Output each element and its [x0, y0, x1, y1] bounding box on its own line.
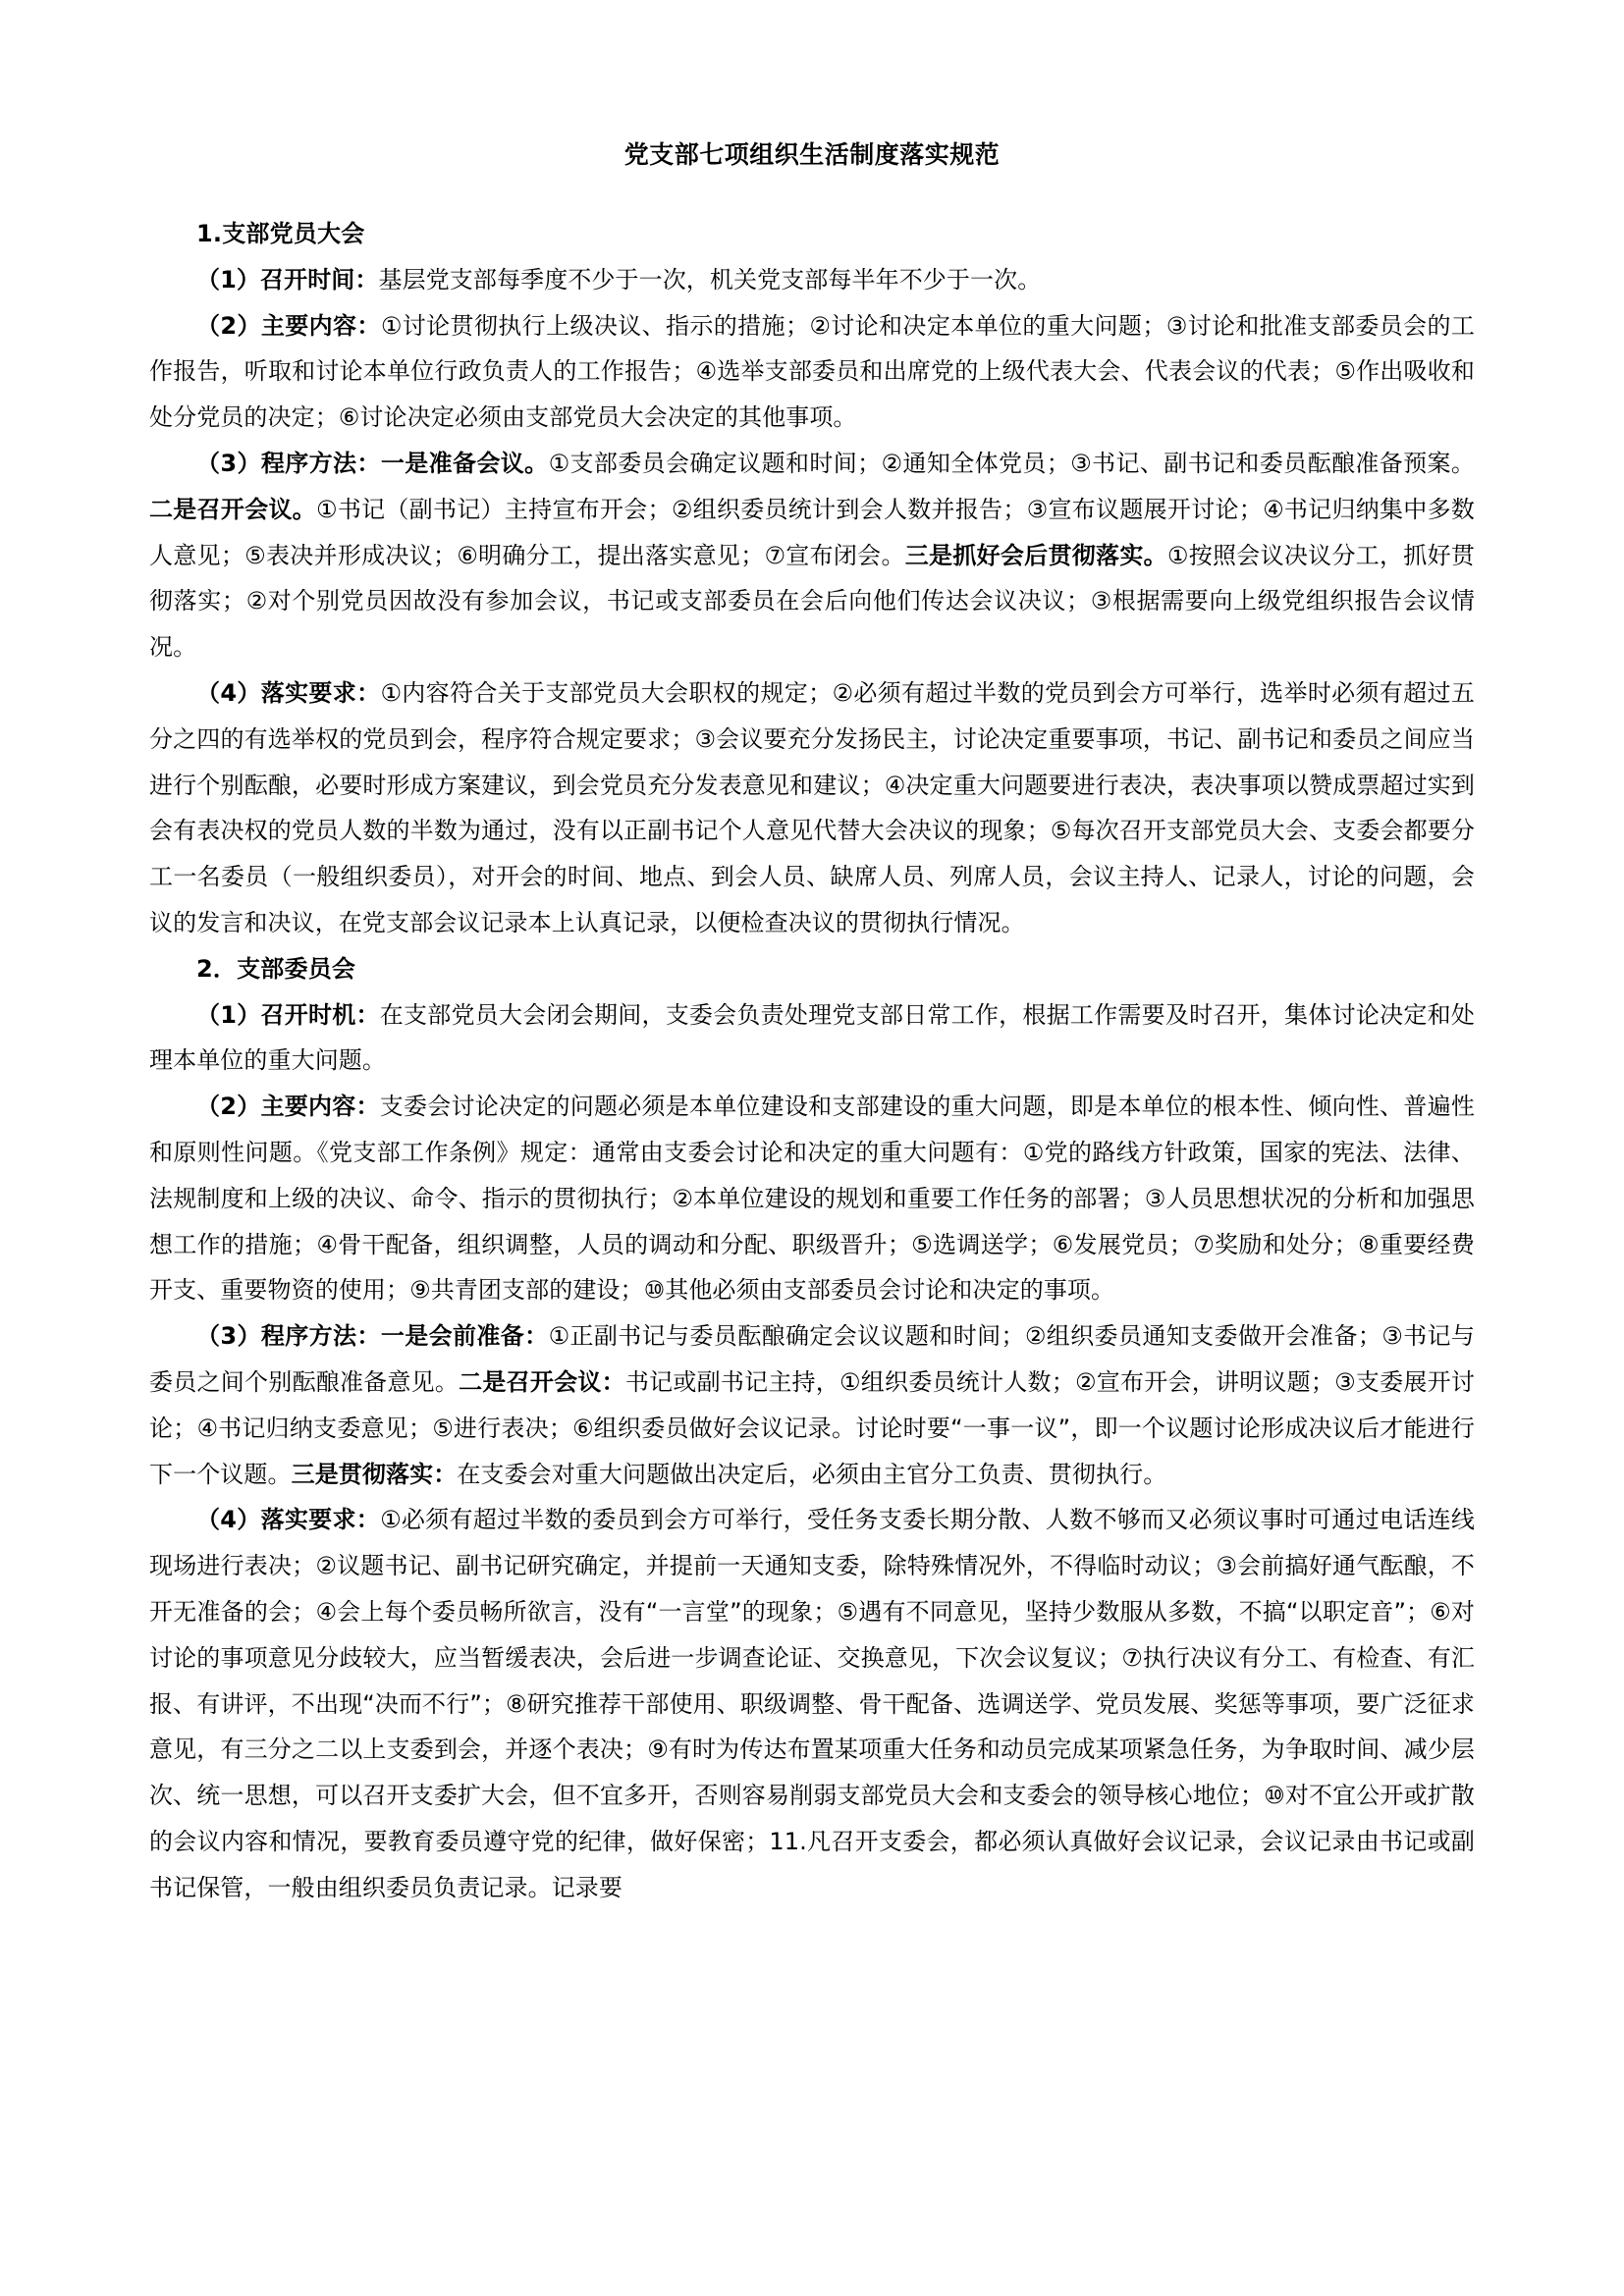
body-paragraph	[149, 670, 1475, 946]
body-paragraph	[149, 441, 1475, 670]
body-paragraph	[149, 303, 1475, 441]
body-paragraph	[149, 1313, 1475, 1497]
paragraph-subheading: 一是准备会议。	[380, 449, 549, 477]
paragraph-text: ①正副书记与委员酝酿确定会议议题和时间；②组织委员通知支委做开会准备；③书记与委员之间个别酝酿准备意见。	[149, 1322, 1476, 1396]
body-paragraph	[149, 1497, 1475, 1910]
paragraph-text: 基层党支部每季度不少于一次，机关党支部每半年不少于一次。	[378, 265, 1042, 294]
paragraph-text: ①按照会议决议分工，抓好贯彻落实；②对个别党员因故没有参加会议，书记或支部委员在会后向他们传达会议决议；③根据需要向上级党组织报告会议情况。	[149, 541, 1475, 662]
section-heading: 1.支部党员大会	[196, 220, 365, 247]
paragraph-text: 在支部党员大会闭会期间，支委会负责处理党支部日常工作，根据工作需要及时召开，集体讨论决定和处理本单位的重大问题。	[149, 1000, 1475, 1075]
paragraph-text: ①书记（副书记）主持宣布开会；②组织委员统计到会人数并报告；③宣布议题展开讨论；④书记归纳集中多数人意见；⑤表决并形成决议；⑥明确分工，提出落实意见；⑦宣布闭会。	[149, 495, 1475, 569]
body-paragraph	[149, 1084, 1475, 1313]
paragraph-subheading: 一是会前准备：	[380, 1322, 549, 1351]
paragraph-text: 书记或副书记主持，①组织委员统计人数；②宣布开会，讲明议题；③支委展开讨论；④书记归纳支委意见；⑤进行表决；⑥组织委员做好会议记录。讨论时要“一事一议”，即一个议题讨论形成决议后才能进行下一个议题。	[149, 1367, 1475, 1488]
paragraph-subheading: 三是抓好会后贯彻落实。	[904, 541, 1167, 569]
paragraph-text: ①支部委员会确定议题和时间；②通知全体党员；③书记、副书记和委员酝酿准备预案。	[548, 449, 1476, 477]
paragraph-subheading: 三是贯彻落实：	[291, 1460, 458, 1488]
paragraph-text: 在支委会对重大问题做出决定后，必须由主官分工负责、贯彻执行。	[457, 1460, 1167, 1488]
paragraph-lead-label: （3）程序方法：	[196, 1322, 381, 1351]
paragraph-lead-label: （4）落实要求：	[196, 1506, 381, 1534]
paragraph-lead-label: （4）落实要求：	[196, 678, 381, 707]
paragraph-text: ①讨论贯彻执行上级决议、指示的措施；②讨论和决定本单位的重大问题；③讨论和批准支部委员会的工作报告，听取和讨论本单位行政负责人的工作报告；④选举支部委员和出席党的上级代表大会、代表会议的代表；⑤作出吸收和处分党员的决定；⑥讨论决定必须由支部党员大会决定的其他事项。	[149, 311, 1475, 432]
paragraph-text: ①内容符合关于支部党员大会职权的规定；②必须有超过半数的党员到会方可举行，选举时必须有超过五分之四的有选举权的党员到会，程序符合规定要求；③会议要充分发扬民主，讨论决定重要事项，书记、副书记和委员之间应当进行个别酝酿，必要时形成方案建议，到会党员充分发表意见和建议；④决定重大问题要进行表决，表决事项以赞成票超过实到会有表决权的党员人数的半数为通过，没有以正副书记个人意见代替大会决议的现象；⑤每次召开支部党员大会、支委会都要分工一名委员（一般组织委员），对开会的时间、地点、到会人员、缺席人员、列席人员，会议主持人、记录人，讨论的问题，会议的发言和决议，在党支部会议记录本上认真记录，以便检查决议的贯彻执行情况。	[149, 678, 1475, 936]
paragraph-text: 支委会讨论决定的问题必须是本单位建设和支部建设的重大问题，即是本单位的根本性、倾向性、普遍性和原则性问题。《党支部工作条例》规定：通常由支委会讨论和决定的重大问题有：①党的路线方针政策，国家的宪法、法律、法规制度和上级的决议、命令、指示的贯彻执行；②本单位建设的规划和重要工作任务的部署；③人员思想状况的分析和加强思想工作的措施；④骨干配备，组织调整，人员的调动和分配、职级晋升；⑤选调送学；⑥发展党员；⑦奖励和处分；⑧重要经费开支、重要物资的使用；⑨共青团支部的建设；⑩其他必须由支部委员会讨论和决定的事项。	[149, 1093, 1475, 1305]
body-paragraph	[149, 257, 1475, 303]
page-title: 党支部七项组织生活制度落实规范	[623, 140, 1001, 169]
section-heading: 2．支部委员会	[196, 954, 356, 983]
paragraph-subheading: 二是召开会议：	[459, 1367, 625, 1396]
paragraph-text: ①必须有超过半数的委员到会方可举行，受任务支委长期分散、人数不够而又必须议事时可通过电话连线现场进行表决；②议题书记、副书记研究确定，并提前一天通知支委，除特殊情况外，不得临时动议；③会前搞好通气酝酿，不开无准备的会；④会上每个委员畅所欲言，没有“一言堂”的现象；⑤遇有不同意见，坚持少数服从多数，不搞“以职定音”；⑥对讨论的事项意见分歧较大，应当暂缓表决，会后进一步调查论证、交换意见，下次会议复议；⑦执行决议有分工、有检查、有汇报、有讲评，不出现“决而不行”；⑧研究推荐干部使用、职级调整、骨干配备、选调送学、党员发展、奖惩等事项，要广泛征求意见，有三分之二以上支委到会，并逐个表决；⑨有时为传达布置某项重大任务和动员完成某项紧急任务，为争取时间、减少层次、统一思想，可以召开支委扩大会，但不宜多开，否则容易削弱支部党员大会和支委会的领导核心地位；⑩对不宜公开或扩散的会议内容和情况，要教育委员遵守党的纪律，做好保密；11.凡召开支委会，都必须认真做好会议记录，会议记录由书记或副书记保管，一般由组织委员负责记录。记录要	[149, 1506, 1475, 1901]
paragraph-lead-label: （2）主要内容：	[196, 1093, 380, 1121]
body-paragraph	[149, 992, 1475, 1085]
paragraph-lead-label: （3）程序方法：	[196, 449, 381, 477]
paragraph-lead-label: （2）主要内容：	[196, 311, 381, 340]
paragraph-lead-label: （1）召开时机：	[196, 1000, 380, 1029]
document-body	[149, 211, 1475, 1910]
paragraph-subheading: 二是召开会议。	[149, 495, 317, 523]
paragraph-lead-label: （1）召开时间：	[196, 265, 379, 294]
